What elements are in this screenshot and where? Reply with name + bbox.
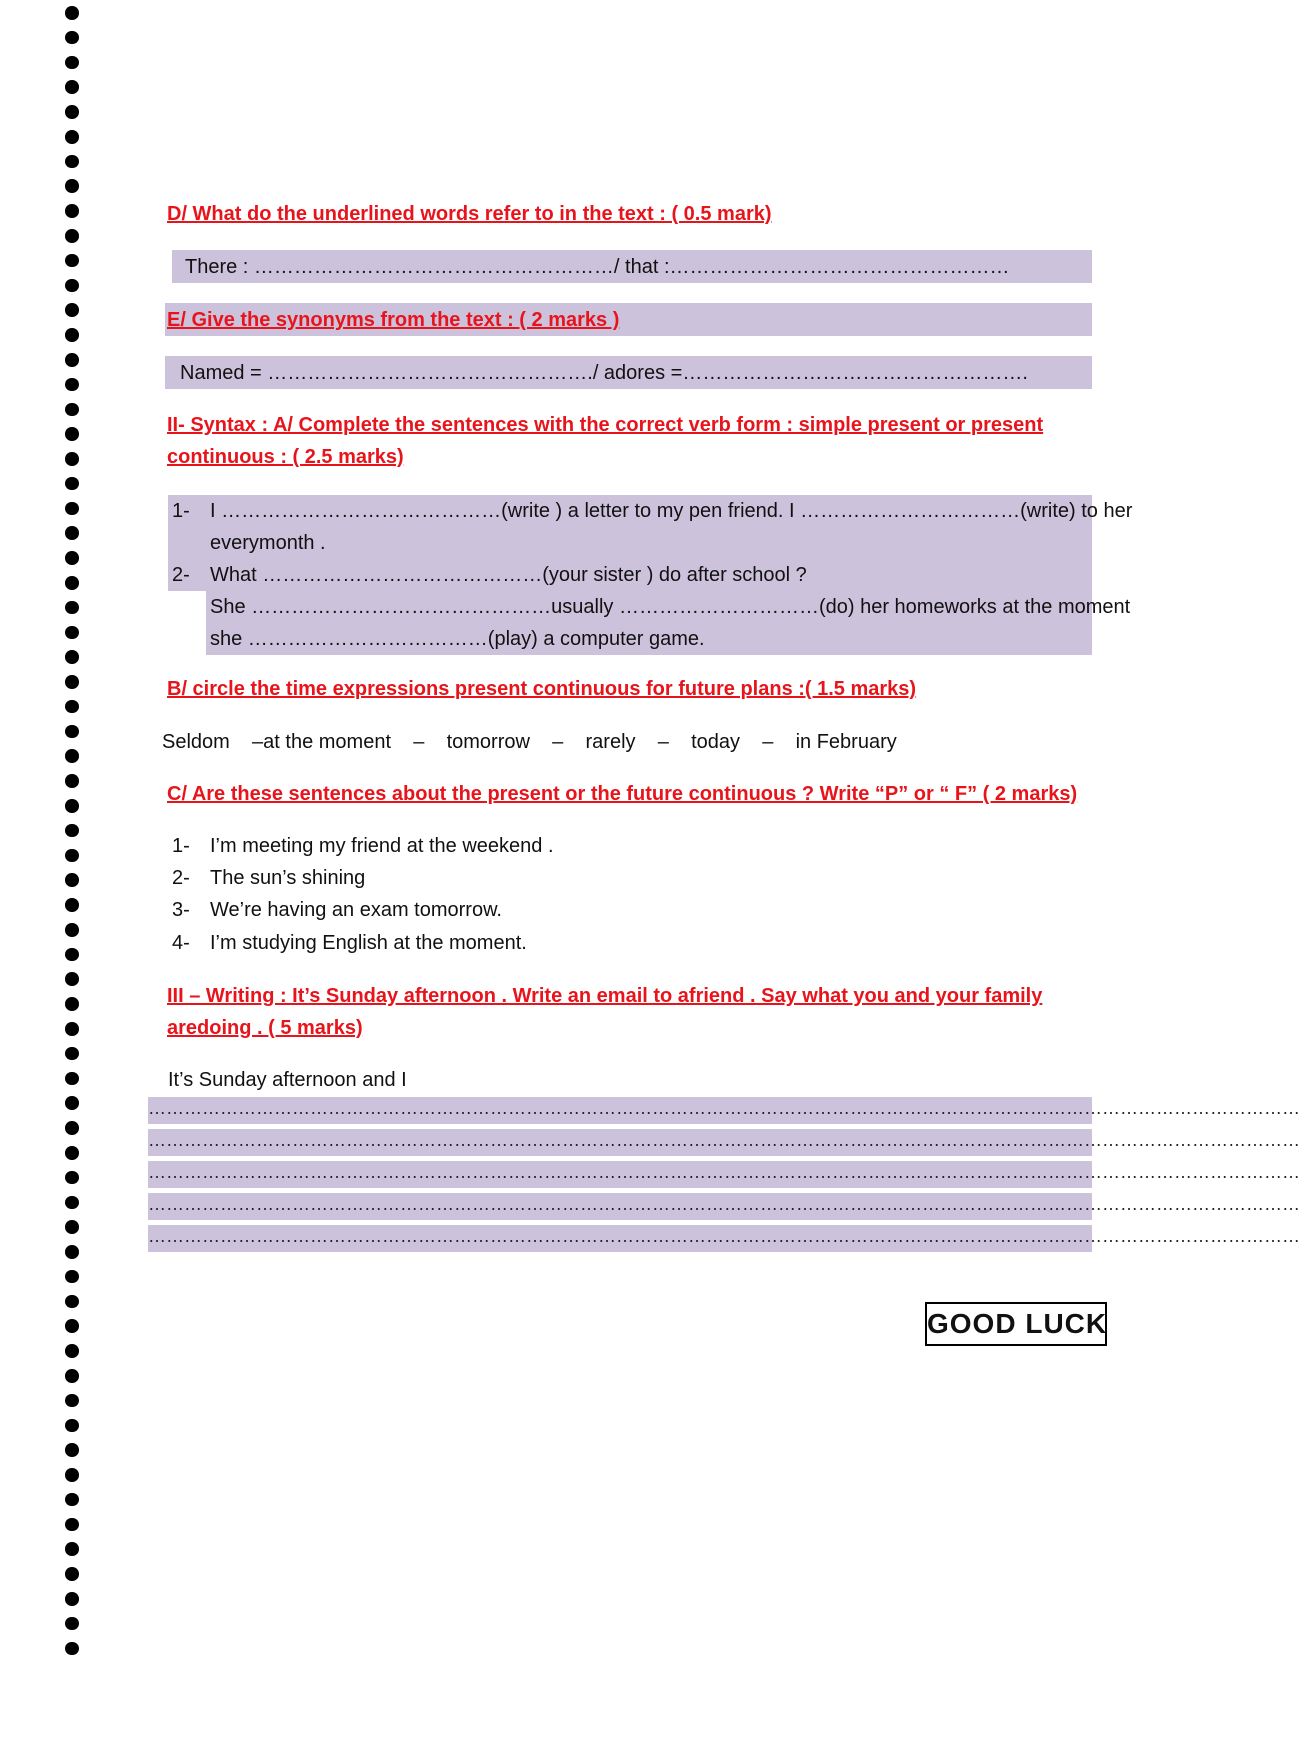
syntax-a-item: everymonth . — [210, 532, 326, 554]
binding-dot — [65, 1022, 79, 1036]
binding-dot — [65, 130, 79, 144]
binding-dot — [65, 1072, 79, 1086]
binding-dot — [65, 972, 79, 986]
syntax-a-item: she ………………………………(play) a computer game. — [210, 628, 705, 650]
binding-dot — [65, 1394, 79, 1408]
binding-dot — [65, 1419, 79, 1433]
binding-dot — [65, 923, 79, 937]
binding-dot — [65, 56, 79, 70]
binding-dot — [65, 626, 79, 640]
binding-dot — [65, 1245, 79, 1259]
binding-dot — [65, 799, 79, 813]
binding-dot — [65, 898, 79, 912]
syntax-a-item: She ………………………………………usually …………………………(do) her homeworks at the moment — [210, 596, 1131, 618]
binding-dot — [65, 1220, 79, 1234]
binding-dot — [65, 204, 79, 218]
binding-dot — [65, 774, 79, 788]
binding-dot — [65, 403, 79, 417]
binding-dot — [65, 948, 79, 962]
binding-dot — [65, 1369, 79, 1383]
binding-dot — [65, 155, 79, 169]
binding-dot — [65, 1642, 79, 1656]
writing-line[interactable]: ………………………………………………………………………………………………………………………………………………………………………… — [148, 1225, 1092, 1252]
syntax-c-item: 2- The sun’s shining — [172, 867, 366, 889]
syntax-c-item: 4- I’m studying English at the moment. — [172, 932, 527, 954]
binding-dot — [65, 1270, 79, 1284]
binding-dot — [65, 502, 79, 516]
binding-dot — [65, 279, 79, 293]
binding-dot — [65, 700, 79, 714]
binding-dot — [65, 1146, 79, 1160]
binding-dot — [65, 1443, 79, 1457]
binding-dot — [65, 31, 79, 45]
binding-dot — [65, 997, 79, 1011]
binding-dot — [65, 873, 79, 887]
writing-line[interactable]: ………………………………………………………………………………………………………………………………………………………………………… — [148, 1161, 1092, 1188]
binding-dot — [65, 1518, 79, 1532]
binding-dot — [65, 675, 79, 689]
binding-dot — [65, 749, 79, 763]
binding-dot — [65, 328, 79, 342]
section-e-answer-line: Named = …………………………………………./ adores =……………………………………………. — [180, 362, 1028, 384]
writing-line[interactable]: ………………………………………………………………………………………………………………………………………………………………………… — [148, 1129, 1092, 1156]
binding-dot — [65, 650, 79, 664]
binding-dot — [65, 6, 79, 20]
section-e-heading: E/ Give the synonyms from the text : ( 2 marks ) — [167, 309, 620, 331]
syntax-a-heading: II- Syntax : A/ Complete the sentences with the correct verb form : simple present or present continuous : ( 2.5 marks) — [167, 414, 1044, 468]
binding-dot — [65, 1542, 79, 1556]
writing-line[interactable]: ………………………………………………………………………………………………………………………………………………………………………… — [148, 1097, 1092, 1124]
binding-dot — [65, 725, 79, 739]
binding-dot — [65, 849, 79, 863]
syntax-c-item: 1- I’m meeting my friend at the weekend . — [172, 835, 554, 857]
binding-dot — [65, 80, 79, 94]
binding-dot — [65, 601, 79, 615]
binding-dot — [65, 1171, 79, 1185]
binding-dot — [65, 1468, 79, 1482]
good-luck-box: GOOD LUCK — [925, 1302, 1107, 1346]
binding-dot — [65, 105, 79, 119]
binding-dot — [65, 1592, 79, 1606]
binding-dot — [65, 576, 79, 590]
writing-line[interactable]: ………………………………………………………………………………………………………………………………………………………………………… — [148, 1193, 1092, 1220]
binding-dot — [65, 353, 79, 367]
binding-dot — [65, 551, 79, 565]
binding-dot — [65, 1196, 79, 1210]
section-d-heading: D/ What do the underlined words refer to in the text : ( 0.5 mark) — [167, 203, 772, 225]
writing-prompt: It’s Sunday afternoon and I — [168, 1069, 407, 1091]
binding-dots — [65, 6, 79, 1655]
binding-dot — [65, 254, 79, 268]
binding-dot — [65, 229, 79, 243]
binding-dot — [65, 452, 79, 466]
binding-dot — [65, 378, 79, 392]
binding-dot — [65, 1096, 79, 1110]
binding-dot — [65, 1121, 79, 1135]
binding-dot — [65, 1295, 79, 1309]
binding-dot — [65, 1617, 79, 1631]
time-expressions: Seldom –at the moment – tomorrow – rarely – today – in February — [162, 731, 897, 753]
syntax-c-item: 3- We’re having an exam tomorrow. — [172, 899, 502, 921]
binding-dot — [65, 1344, 79, 1358]
binding-dot — [65, 179, 79, 193]
binding-dot — [65, 1493, 79, 1507]
binding-dot — [65, 526, 79, 540]
syntax-a-item: 1- I ……………………………………(write ) a letter to my pen friend. I ……………………………(write) to her — [172, 500, 1133, 522]
binding-dot — [65, 1319, 79, 1333]
binding-dot — [65, 477, 79, 491]
syntax-b-heading: B/ circle the time expressions present continuous for future plans :( 1.5 marks) — [167, 678, 917, 700]
syntax-c-heading: C/ Are these sentences about the present or the future continuous ? Write “P” or “ F” ( 2 marks) — [167, 783, 1078, 805]
binding-dot — [65, 824, 79, 838]
binding-dot — [65, 303, 79, 317]
section-d-answer-line: There : ………………………………………………/ that :…………………………………………… — [185, 256, 1010, 278]
writing-heading: III – Writing : It’s Sunday afternoon . Write an email to afriend . Say what you and your family aredoing . ( 5 marks) — [167, 985, 1043, 1039]
binding-dot — [65, 1047, 79, 1061]
binding-dot — [65, 427, 79, 441]
binding-dot — [65, 1567, 79, 1581]
syntax-a-item: 2- What ……………………………………(your sister ) do after school ? — [172, 564, 807, 586]
